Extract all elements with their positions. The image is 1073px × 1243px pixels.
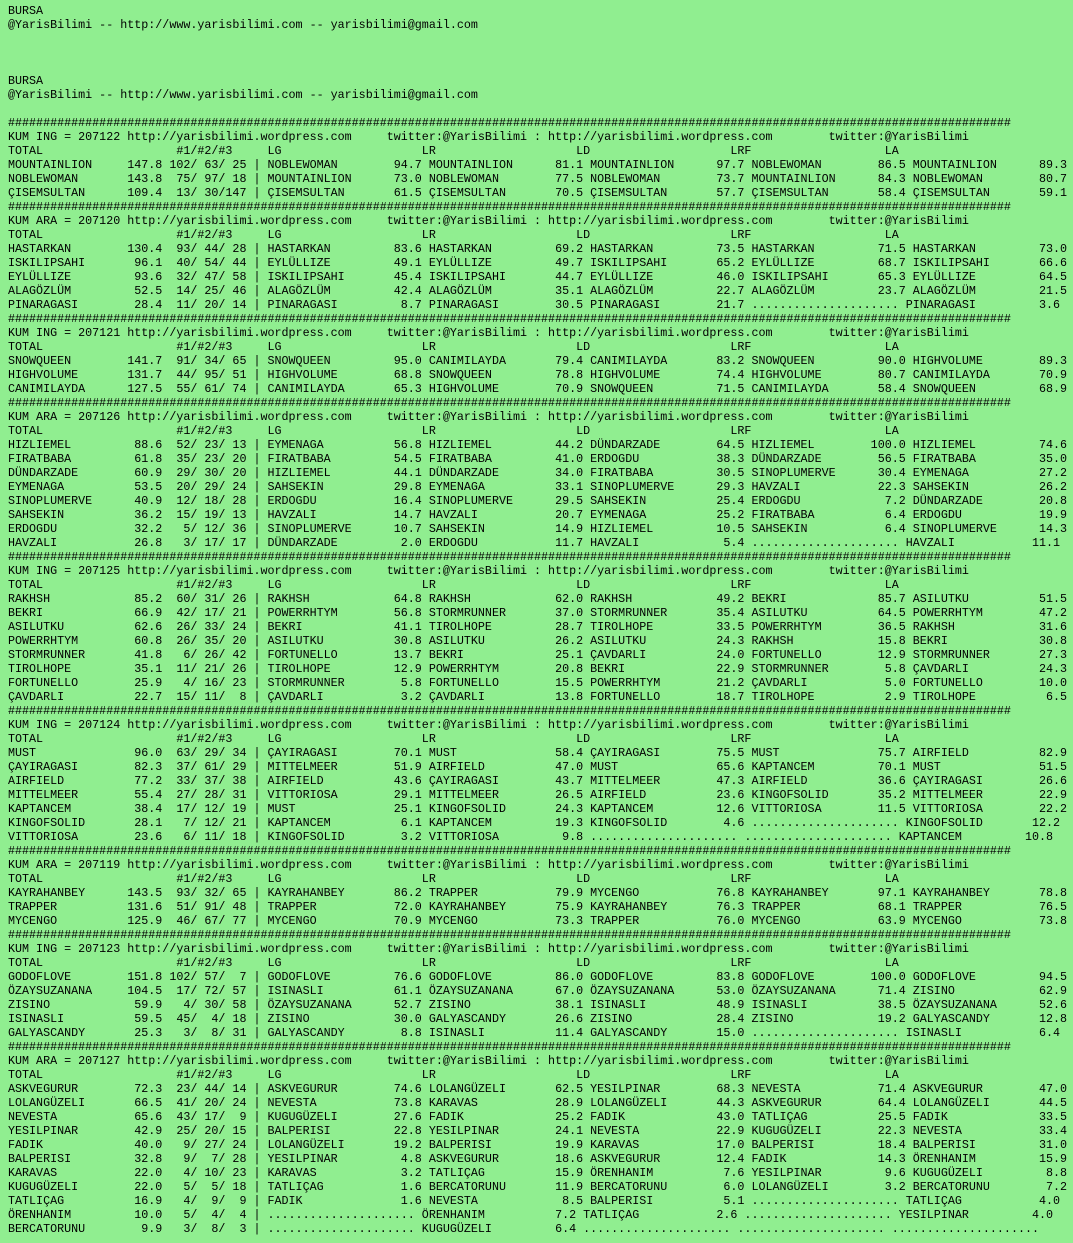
result-row: POWERRHTYM 60.8 26/ 35/ 20 | ASILUTKU 30.8 ASILUTKU 26.2 ASILUTKU 24.3 RAKHSH 15.8 BEKRI 30.8 <box>8 634 1068 648</box>
result-row: HAVZALI 26.8 3/ 17/ 17 | DÜNDARZADE 2.0 ERDOGDU 11.7 HAVZALI 5.4 ..................... HAVZALI 11.1 <box>8 536 1061 550</box>
result-row: RAKHSH 85.2 60/ 31/ 26 | RAKHSH 64.8 RAKHSH 62.0 RAKHSH 49.2 BEKRI 85.7 ASILUTKU 51.5 <box>8 592 1068 606</box>
blank-line <box>8 46 1073 60</box>
race-header: KUM ING = 207122 http://yarisbilimi.wordpress.com twitter:@YarisBilimi : http://yarisbilimi.wordpress.com twitter:@YarisBilimi <box>8 130 969 144</box>
result-row: YESILPINAR 42.9 25/ 20/ 15 | BALPERISI 22.8 YESILPINAR 24.1 NEVESTA 22.9 KUGUGÜZELI 22.3 NEVESTA 33.4 <box>8 1124 1068 1138</box>
blank-line <box>8 102 1073 116</box>
race-header: KUM ARA = 207126 http://yarisbilimi.wordpress.com twitter:@YarisBilimi : http://yarisbilimi.wordpress.com twitter:@YarisBilimi <box>8 410 969 424</box>
result-row: MUST 96.0 63/ 29/ 34 | ÇAYIRAGASI 70.1 MUST 58.4 ÇAYIRAGASI 75.5 MUST 75.7 AIRFIELD 82.9 <box>8 746 1068 760</box>
result-row: MYCENGO 125.9 46/ 67/ 77 | MYCENGO 70.9 MYCENGO 73.3 TRAPPER 76.0 MYCENGO 63.9 MYCENGO 73.8 <box>8 914 1068 928</box>
race-header: KUM ING = 207125 http://yarisbilimi.wordpress.com twitter:@YarisBilimi : http://yarisbilimi.wordpress.com twitter:@YarisBilimi <box>8 564 969 578</box>
result-row: KINGOFSOLID 28.1 7/ 12/ 21 | KAPTANCEM 6.1 KAPTANCEM 19.3 KINGOFSOLID 4.6 ..................... KINGOFSOLID 12.2 <box>8 816 1061 830</box>
result-row: GALYASCANDY 25.3 3/ 8/ 31 | GALYASCANDY 8.8 ISINASLI 11.4 GALYASCANDY 15.0 ..................... ISINASLI 6.4 <box>8 1026 1061 1040</box>
separator-line: ############################################################################################################################################### <box>8 704 1011 718</box>
result-row: ÇAVDARLI 22.7 15/ 11/ 8 | ÇAVDARLI 3.2 ÇAVDARLI 13.8 FORTUNELLO 18.7 TIROLHOPE 2.9 TIROLHOPE 6.5 <box>8 690 1068 704</box>
result-row: TRAPPER 131.6 51/ 91/ 48 | TRAPPER 72.0 KAYRAHANBEY 75.9 KAYRAHANBEY 76.3 TRAPPER 68.1 TRAPPER 76.5 <box>8 900 1068 914</box>
separator-line: ############################################################################################################################################### <box>8 396 1011 410</box>
result-row: BEKRI 66.9 42/ 17/ 21 | POWERRHTYM 56.8 STORMRUNNER 37.0 STORMRUNNER 35.4 ASILUTKU 64.5 POWERRHTYM 47.2 <box>8 606 1068 620</box>
separator-line: ############################################################################################################################################### <box>8 312 1011 326</box>
result-row: ÇISEMSULTAN 109.4 13/ 30/147 | ÇISEMSULTAN 61.5 ÇISEMSULTAN 70.5 ÇISEMSULTAN 57.7 ÇISEMSULTAN 58.4 ÇISEMSULTAN 59.1 <box>8 186 1068 200</box>
result-row: SAHSEKIN 36.2 15/ 19/ 13 | HAVZALI 14.7 HAVZALI 20.7 EYMENAGA 25.2 FIRATBABA 6.4 ERDOGDU 19.9 <box>8 508 1068 522</box>
separator-line: ############################################################################################################################################### <box>8 116 1011 130</box>
result-row: ZISINO 59.9 4/ 30/ 58 | ÖZAYSUZANANA 52.7 ZISINO 38.1 ISINASLI 48.9 ISINASLI 38.5 ÖZAYSUZANANA 52.6 <box>8 998 1068 1012</box>
separator-line: ############################################################################################################################################### <box>8 928 1011 942</box>
result-row: AIRFIELD 77.2 33/ 37/ 38 | AIRFIELD 43.6 ÇAYIRAGASI 43.7 MITTELMEER 47.3 AIRFIELD 36.6 ÇAYIRAGASI 26.6 <box>8 774 1068 788</box>
result-row: ISKILIPSAHI 96.1 40/ 54/ 44 | EYLÜLLIZE 49.1 EYLÜLLIZE 49.7 ISKILIPSAHI 65.2 EYLÜLLIZE 68.7 ISKILIPSAHI 66.6 <box>8 256 1068 270</box>
result-row: ALAGÖZLÜM 52.5 14/ 25/ 46 | ALAGÖZLÜM 42.4 ALAGÖZLÜM 35.1 ALAGÖZLÜM 22.7 ALAGÖZLÜM 23.7 ALAGÖZLÜM 21.5 <box>8 284 1068 298</box>
result-row: LOLANGÜZELI 66.5 41/ 20/ 24 | NEVESTA 73.8 KARAVAS 28.9 LOLANGÜZELI 44.3 ASKVEGURUR 64.4 LOLANGÜZELI 44.5 <box>8 1096 1068 1110</box>
result-row: KARAVAS 22.0 4/ 10/ 23 | KARAVAS 3.2 TATLIÇAG 15.9 ÖRENHANIM 7.6 YESILPINAR 9.6 KUGUGÜZELI 8.8 <box>8 1166 1068 1180</box>
city-title: BURSA <box>8 74 44 88</box>
column-header-row: TOTAL #1/#2/#3 LG LR LD LRF LA <box>8 956 899 970</box>
result-row: ÖZAYSUZANANA 104.5 17/ 72/ 57 | ISINASLI 61.1 ÖZAYSUZANANA 67.0 ÖZAYSUZANANA 53.0 ÖZAYSUZANANA 71.4 ZISINO 62.9 <box>8 984 1068 998</box>
column-header-row: TOTAL #1/#2/#3 LG LR LD LRF LA <box>8 228 899 242</box>
column-header-row: TOTAL #1/#2/#3 LG LR LD LRF LA <box>8 424 899 438</box>
result-row: MOUNTAINLION 147.8 102/ 63/ 25 | NOBLEWOMAN 94.7 MOUNTAINLION 81.1 MOUNTAINLION 97.7 NOBLEWOMAN 86.5 MOUNTAINLION 89.3 <box>8 158 1068 172</box>
result-row: HIGHVOLUME 131.7 44/ 95/ 51 | HIGHVOLUME 68.8 SNOWQUEEN 78.8 HIGHVOLUME 74.4 HIGHVOLUME 80.7 CANIMILAYDA 70.9 <box>8 368 1068 382</box>
result-row: FIRATBABA 61.8 35/ 23/ 20 | FIRATBABA 54.5 FIRATBABA 41.0 ERDOGDU 38.3 DÜNDARZADE 56.5 FIRATBABA 35.0 <box>8 452 1068 466</box>
result-row: EYLÜLLIZE 93.6 32/ 47/ 58 | ISKILIPSAHI 45.4 ISKILIPSAHI 44.7 EYLÜLLIZE 46.0 ISKILIPSAHI 65.3 EYLÜLLIZE 64.5 <box>8 270 1068 284</box>
result-row: MITTELMEER 55.4 27/ 28/ 31 | VITTORIOSA 29.1 MITTELMEER 26.5 AIRFIELD 23.6 KINGOFSOLID 35.2 MITTELMEER 22.9 <box>8 788 1068 802</box>
result-row: FORTUNELLO 25.9 4/ 16/ 23 | STORMRUNNER 5.8 FORTUNELLO 15.5 POWERRHTYM 21.2 ÇAVDARLI 5.0 FORTUNELLO 10.0 <box>8 676 1068 690</box>
result-row: DÜNDARZADE 60.9 29/ 30/ 20 | HIZLIEMEL 44.1 DÜNDARZADE 34.0 FIRATBABA 30.5 SINOPLUMERVE 30.4 EYMENAGA 27.2 <box>8 466 1068 480</box>
result-row: VITTORIOSA 23.6 6/ 11/ 18 | KINGOFSOLID 3.2 VITTORIOSA 9.8 ..................... ..................... KAPTANCEM 10.8 <box>8 830 1054 844</box>
result-row: KAYRAHANBEY 143.5 93/ 32/ 65 | KAYRAHANBEY 86.2 TRAPPER 79.9 MYCENGO 76.8 KAYRAHANBEY 97.1 KAYRAHANBEY 78.8 <box>8 886 1068 900</box>
contact-line: @YarisBilimi -- http://www.yarisbilimi.com -- yarisbilimi@gmail.com <box>8 18 478 32</box>
result-row: TATLIÇAG 16.9 4/ 9/ 9 | FADIK 1.6 NEVESTA 8.5 BALPERISI 5.1 ..................... TATLIÇAG 4.0 <box>8 1194 1061 1208</box>
column-header-row: TOTAL #1/#2/#3 LG LR LD LRF LA <box>8 1068 899 1082</box>
blank-line <box>8 32 1073 46</box>
result-row: ÇAYIRAGASI 82.3 37/ 61/ 29 | MITTELMEER 51.9 AIRFIELD 47.0 MUST 65.6 KAPTANCEM 70.1 MUST 51.5 <box>8 760 1068 774</box>
result-row: HIZLIEMEL 88.6 52/ 23/ 13 | EYMENAGA 56.8 HIZLIEMEL 44.2 DÜNDARZADE 64.5 HIZLIEMEL 100.0 HIZLIEMEL 74.6 <box>8 438 1068 452</box>
result-row: PINARAGASI 28.4 11/ 20/ 14 | PINARAGASI 8.7 PINARAGASI 30.5 PINARAGASI 21.7 ..................... PINARAGASI 3.6 <box>8 298 1061 312</box>
race-header: KUM ING = 207121 http://yarisbilimi.wordpress.com twitter:@YarisBilimi : http://yarisbilimi.wordpress.com twitter:@YarisBilimi <box>8 326 969 340</box>
race-header: KUM ARA = 207127 http://yarisbilimi.wordpress.com twitter:@YarisBilimi : http://yarisbilimi.wordpress.com twitter:@YarisBilimi <box>8 1054 969 1068</box>
column-header-row: TOTAL #1/#2/#3 LG LR LD LRF LA <box>8 144 899 158</box>
result-row: EYMENAGA 53.5 20/ 29/ 24 | SAHSEKIN 29.8 EYMENAGA 33.1 SINOPLUMERVE 29.3 HAVZALI 22.3 SAHSEKIN 26.2 <box>8 480 1068 494</box>
result-row: KUGUGÜZELI 22.0 5/ 5/ 18 | TATLIÇAG 1.6 BERCATORUNU 11.9 BERCATORUNU 6.0 LOLANGÜZELI 3.2 BERCATORUNU 7.2 <box>8 1180 1068 1194</box>
result-row: STORMRUNNER 41.8 6/ 26/ 42 | FORTUNELLO 13.7 BEKRI 25.1 ÇAVDARLI 24.0 FORTUNELLO 12.9 STORMRUNNER 27.3 <box>8 648 1068 662</box>
result-row: ERDOGDU 32.2 5/ 12/ 36 | SINOPLUMERVE 10.7 SAHSEKIN 14.9 HIZLIEMEL 10.5 SAHSEKIN 6.4 SINOPLUMERVE 14.3 <box>8 522 1068 536</box>
separator-line: ############################################################################################################################################### <box>8 200 1011 214</box>
result-row: NOBLEWOMAN 143.8 75/ 97/ 18 | MOUNTAINLION 73.0 NOBLEWOMAN 77.5 NOBLEWOMAN 73.7 MOUNTAINLION 84.3 NOBLEWOMAN 80.7 <box>8 172 1068 186</box>
result-row: ÖRENHANIM 10.0 5/ 4/ 4 | ..................... ÖRENHANIM 7.2 TATLIÇAG 2.6 ..................... YESILPINAR 4.0 <box>8 1208 1054 1222</box>
result-row: GODOFLOVE 151.8 102/ 57/ 7 | GODOFLOVE 76.6 GODOFLOVE 86.0 GODOFLOVE 83.8 GODOFLOVE 100.0 GODOFLOVE 94.5 <box>8 970 1068 984</box>
race-header: KUM ARA = 207120 http://yarisbilimi.wordpress.com twitter:@YarisBilimi : http://yarisbilimi.wordpress.com twitter:@YarisBilimi <box>8 214 969 228</box>
result-row: BERCATORUNU 9.9 3/ 8/ 3 | ..................... KUGUGÜZELI 6.4 ..................... ..................... ..................... <box>8 1222 1040 1236</box>
result-row: ASILUTKU 62.6 26/ 33/ 24 | BEKRI 41.1 TIROLHOPE 28.7 TIROLHOPE 33.5 POWERRHTYM 36.5 RAKHSH 31.6 <box>8 620 1068 634</box>
result-row: NEVESTA 65.6 43/ 17/ 9 | KUGUGÜZELI 27.6 FADIK 25.2 FADIK 43.0 TATLIÇAG 25.5 FADIK 33.5 <box>8 1110 1068 1124</box>
result-row: SNOWQUEEN 141.7 91/ 34/ 65 | SNOWQUEEN 95.0 CANIMILAYDA 79.4 CANIMILAYDA 83.2 SNOWQUEEN 90.0 HIGHVOLUME 89.3 <box>8 354 1068 368</box>
column-header-row: TOTAL #1/#2/#3 LG LR LD LRF LA <box>8 732 899 746</box>
race-header: KUM ARA = 207119 http://yarisbilimi.wordpress.com twitter:@YarisBilimi : http://yarisbilimi.wordpress.com twitter:@YarisBilimi <box>8 858 969 872</box>
separator-line: ############################################################################################################################################### <box>8 1040 1011 1054</box>
race-header: KUM ING = 207123 http://yarisbilimi.wordpress.com twitter:@YarisBilimi : http://yarisbilimi.wordpress.com twitter:@YarisBilimi <box>8 942 969 956</box>
result-row: ISINASLI 59.5 45/ 4/ 18 | ZISINO 30.0 GALYASCANDY 26.6 ZISINO 28.4 ZISINO 19.2 GALYASCANDY 12.8 <box>8 1012 1068 1026</box>
result-row: BALPERISI 32.8 9/ 7/ 28 | YESILPINAR 4.8 ASKVEGURUR 18.6 ASKVEGURUR 12.4 FADIK 14.3 ÖRENHANIM 15.9 <box>8 1152 1068 1166</box>
result-row: ASKVEGURUR 72.3 23/ 44/ 14 | ASKVEGURUR 74.6 LOLANGÜZELI 62.5 YESILPINAR 68.3 NEVESTA 71.4 ASKVEGURUR 47.0 <box>8 1082 1068 1096</box>
column-header-row: TOTAL #1/#2/#3 LG LR LD LRF LA <box>8 872 899 886</box>
column-header-row: TOTAL #1/#2/#3 LG LR LD LRF LA <box>8 578 899 592</box>
result-row: FADIK 40.0 9/ 27/ 24 | LOLANGÜZELI 19.2 BALPERISI 19.9 KARAVAS 17.0 BALPERISI 18.4 BALPERISI 31.0 <box>8 1138 1068 1152</box>
contact-line: @YarisBilimi -- http://www.yarisbilimi.com -- yarisbilimi@gmail.com <box>8 88 478 102</box>
race-header: KUM ING = 207124 http://yarisbilimi.wordpress.com twitter:@YarisBilimi : http://yarisbilimi.wordpress.com twitter:@YarisBilimi <box>8 718 969 732</box>
column-header-row: TOTAL #1/#2/#3 LG LR LD LRF LA <box>8 340 899 354</box>
separator-line: ############################################################################################################################################### <box>8 550 1011 564</box>
blank-line <box>8 60 1073 74</box>
result-row: SINOPLUMERVE 40.9 12/ 18/ 28 | ERDOGDU 16.4 SINOPLUMERVE 29.5 SAHSEKIN 25.4 ERDOGDU 7.2 DÜNDARZADE 20.8 <box>8 494 1068 508</box>
result-row: TIROLHOPE 35.1 11/ 21/ 26 | TIROLHOPE 12.9 POWERRHTYM 20.8 BEKRI 22.9 STORMRUNNER 5.8 ÇAVDARLI 24.3 <box>8 662 1068 676</box>
separator-line: ############################################################################################################################################### <box>8 844 1011 858</box>
city-title: BURSA <box>8 4 44 18</box>
result-row: CANIMILAYDA 127.5 55/ 61/ 74 | CANIMILAYDA 65.3 HIGHVOLUME 70.9 SNOWQUEEN 71.5 CANIMILAYDA 58.4 SNOWQUEEN 68.9 <box>8 382 1068 396</box>
result-row: KAPTANCEM 38.4 17/ 12/ 19 | MUST 25.1 KINGOFSOLID 24.3 KAPTANCEM 12.6 VITTORIOSA 11.5 VITTORIOSA 22.2 <box>8 802 1068 816</box>
result-row: HASTARKAN 130.4 93/ 44/ 28 | HASTARKAN 83.6 HASTARKAN 69.2 HASTARKAN 73.5 HASTARKAN 71.5 HASTARKAN 73.0 <box>8 242 1068 256</box>
